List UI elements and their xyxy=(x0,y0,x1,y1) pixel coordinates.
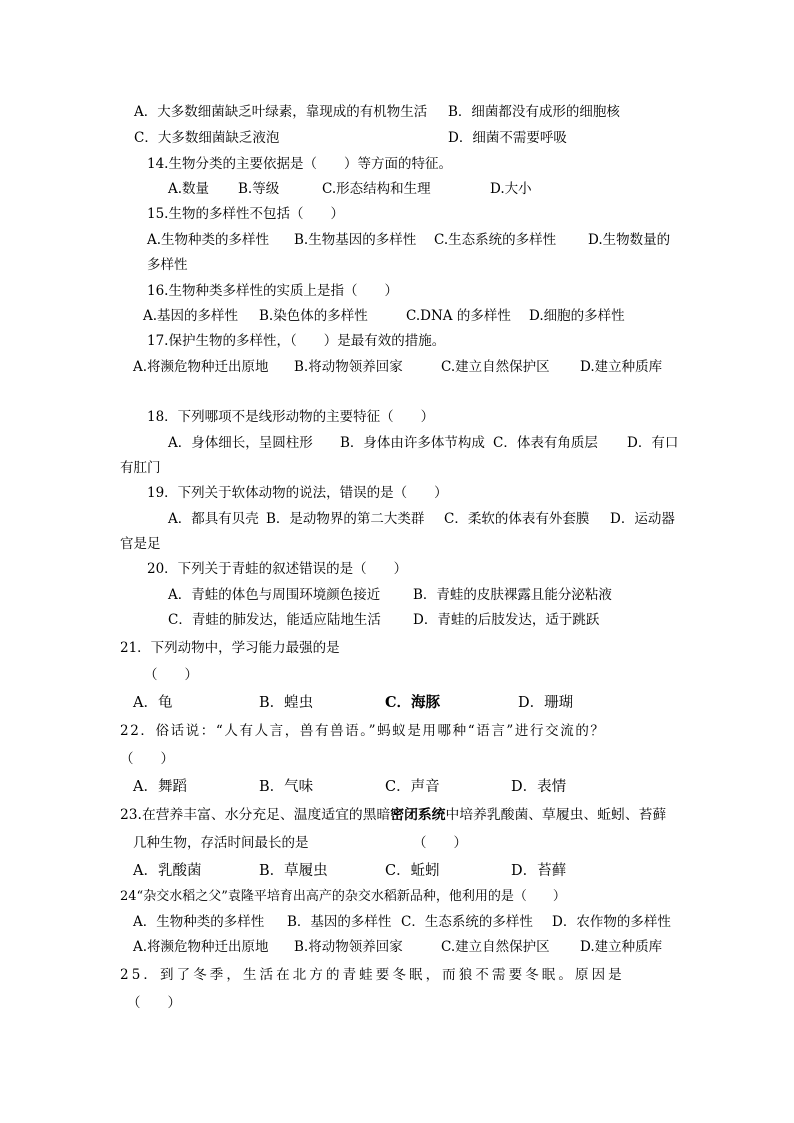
q17-stem: 17.保护生物的多样性，（ ）是最有效的措施。 xyxy=(147,333,446,349)
q17-options xyxy=(0,358,794,376)
q20-option-c: C．青蛙的肺发达，能适应陆地生活 xyxy=(168,612,381,628)
q18-option-c: C．体表有角质层 xyxy=(493,435,598,451)
q18-options xyxy=(0,434,794,452)
q19-option-b: B．是动物界的第二大类群 xyxy=(266,511,425,527)
q23-stem-line2 xyxy=(0,834,794,852)
q19-option-d-cont: 官是足 xyxy=(120,536,161,552)
q21-paren: （ ） xyxy=(144,667,198,683)
q13-option-c: C．大多数细菌缺乏液泡 xyxy=(134,130,280,146)
q24-options-row2 xyxy=(0,938,794,956)
q20-stem: 20．下列关于青蛙的叙述错误的是（ ） xyxy=(147,561,408,577)
q21-option-b: B．蝗虫 xyxy=(259,695,314,711)
q14-options xyxy=(0,180,794,198)
q24-option-b: B．基因的多样性 xyxy=(287,914,392,930)
q21-stem: 21．下列动物中，学习能力最强的是 xyxy=(120,640,340,656)
q21-option-c: C．海豚 xyxy=(385,694,441,711)
q21-options xyxy=(0,694,794,712)
q16-options xyxy=(0,307,794,325)
q14-option-c: C.形态结构和生理 xyxy=(322,181,431,197)
q23-stem xyxy=(120,806,666,824)
q20-options-row2 xyxy=(0,611,794,629)
q15-option-a: A.生物种类的多样性 xyxy=(147,232,270,248)
q22-stem xyxy=(120,722,672,740)
q24-option-a: A．生物种类的多样性 xyxy=(133,914,265,930)
q19-stem: 19．下列关于软体动物的说法，错误的是（ ） xyxy=(147,485,448,501)
q23-option-d: D．苔藓 xyxy=(511,863,567,879)
q15-option-d: D.生物数量的 xyxy=(588,232,671,248)
q25-paren: （ ） xyxy=(127,995,181,1011)
q21-option-d: D．珊瑚 xyxy=(518,695,574,711)
q14-stem: 14.生物分类的主要依据是（ ）等方面的特征。 xyxy=(147,156,452,172)
q22-option-c: C．声音 xyxy=(385,779,440,795)
q13-options-row1 xyxy=(0,103,794,121)
q18-stem: 18．下列哪项不是线形动物的主要特征（ ） xyxy=(147,409,435,425)
q17-option-b: B.将动物领养回家 xyxy=(294,359,403,375)
q23-option-a: A．乳酸菌 xyxy=(133,863,202,879)
q13-option-a: A．大多数细菌缺乏叶绿素，靠现成的有机物生活 xyxy=(134,104,428,120)
q24-option-d: D．农作物的多样性 xyxy=(552,914,671,930)
q25-stem-text: 25．到了冬季，生活在北方的青蛙要冬眠，而狼不需要冬眠。原因是 xyxy=(120,967,625,983)
q23-option-b: B．草履虫 xyxy=(259,863,328,879)
q13-options-row2 xyxy=(0,129,794,147)
q24-options-row1 xyxy=(0,913,794,931)
q17-option-d: D.建立种质库 xyxy=(580,359,663,375)
q23-stem-bold: 密闭系统 xyxy=(390,807,446,823)
q20-option-d: D．青蛙的后肢发达，适于跳跃 xyxy=(413,612,600,628)
q19-option-a: A．都具有贝壳 xyxy=(168,511,259,527)
q20-option-a: A．青蛙的体色与周围环境颜色接近 xyxy=(168,587,381,603)
q20-option-b: B．青蛙的皮肤裸露且能分泌粘液 xyxy=(413,587,612,603)
q14-option-a: A.数量 xyxy=(168,181,210,197)
q23-option-c: C．蚯蚓 xyxy=(385,863,440,879)
q24-option-c: C．生态系统的多样性 xyxy=(401,914,533,930)
q17-option-c: C.建立自然保护区 xyxy=(441,359,550,375)
q15-option-d-cont: 多样性 xyxy=(147,257,188,273)
q22-options xyxy=(0,778,794,796)
q22-option-d: D．表情 xyxy=(511,779,567,795)
q18-option-b: B．身体由许多体节构成 xyxy=(340,435,485,451)
q22-option-a: A．舞蹈 xyxy=(133,779,187,795)
q18-option-a: A．身体细长，呈圆柱形 xyxy=(168,435,313,451)
q16-stem: 16.生物种类多样性的实质上是指（ ） xyxy=(147,283,398,299)
q19-option-d: D．运动器 xyxy=(610,511,675,527)
q24-option-f: B.将动物领养回家 xyxy=(294,939,403,955)
q24-option-h: D.建立种质库 xyxy=(580,939,663,955)
q15-option-c: C.生态系统的多样性 xyxy=(434,232,557,248)
q23-stem-cont: 几种生物，存活时间最长的是 xyxy=(133,835,309,851)
q21-option-a: A．龟 xyxy=(133,695,173,711)
q23-stem-post: 中培养乳酸菌、草履虫、蚯蚓、苔藓 xyxy=(445,807,667,823)
q24-stem: 24“杂交水稻之父”袁隆平培育出高产的杂交水稻新品种，他利用的是（ ） xyxy=(120,889,566,904)
q23-options xyxy=(0,862,794,880)
q23-paren: （ ） xyxy=(413,835,467,851)
q13-option-b: B．细菌都没有成形的细胞核 xyxy=(448,104,620,120)
q14-option-d: D.大小 xyxy=(490,181,532,197)
q22-stem-text: 22．俗话说：“人有人言，兽有兽语。”蚂蚁是用哪种“语言”进行交流的？ xyxy=(120,723,606,739)
q18-option-d-cont: 有肛门 xyxy=(120,460,161,476)
q18-option-d: D．有口 xyxy=(627,435,679,451)
q19-options xyxy=(0,510,794,528)
q15-option-b: B.生物基因的多样性 xyxy=(294,232,417,248)
q17-option-a: A.将濒危物种迁出原地 xyxy=(133,359,269,375)
q25-stem xyxy=(120,966,674,984)
q20-options-row1 xyxy=(0,586,794,604)
q22-paren: （ ） xyxy=(120,751,174,767)
q23-stem-pre: 23.在营养丰富、水分充足、温度适宜的黑暗 xyxy=(120,807,391,823)
q24-option-e: A.将濒危物种迁出原地 xyxy=(133,939,269,955)
q22-option-b: B．气味 xyxy=(259,779,314,795)
q16-option-b: B.染色体的多样性 xyxy=(259,308,368,324)
q19-option-c: C．柔软的体表有外套膜 xyxy=(444,511,590,527)
q13-option-d: D．细菌不需要呼吸 xyxy=(448,130,567,146)
q15-stem: 15.生物的多样性不包括（ ） xyxy=(147,206,344,222)
q15-options xyxy=(0,231,794,249)
q16-option-d: D.细胞的多样性 xyxy=(529,308,625,324)
q16-option-a: A.基因的多样性 xyxy=(143,308,239,324)
q14-option-b: B.等级 xyxy=(238,181,280,197)
q24-option-g: C.建立自然保护区 xyxy=(441,939,550,955)
q16-option-c: C.DNA 的多样性 xyxy=(406,308,511,324)
